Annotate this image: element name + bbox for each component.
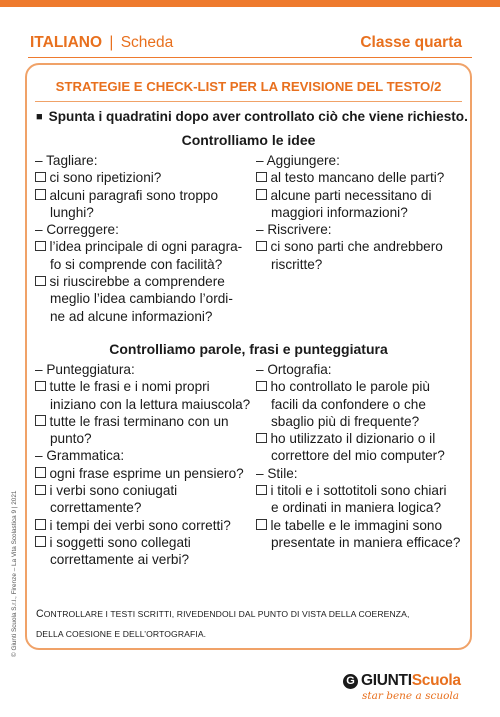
- item-text: i tempi dei verbi sono corretti?: [49, 517, 231, 533]
- group-heading: [35, 361, 250, 378]
- item-line: [35, 482, 250, 499]
- logo-tagline: star bene a scuola: [362, 690, 460, 702]
- instruction-text: Spunta i quadratini dopo aver controllato ciò che viene richiesto.: [48, 109, 468, 124]
- item-line: [35, 238, 242, 255]
- ideas-right-column: [256, 152, 444, 273]
- item-line: [35, 517, 250, 534]
- checklist-item[interactable]: [35, 482, 250, 517]
- checklist-item[interactable]: [35, 465, 250, 482]
- item-text: tutte le frasi e i nomi propri: [49, 379, 210, 395]
- item-text: presentate in maniera efficace?: [271, 534, 461, 550]
- item-text: sbaglio più di frequente?: [271, 413, 420, 429]
- summary-line-2: DELLA COESIONE E DELL’ORTOGRAFIA.: [36, 629, 207, 639]
- item-line: [256, 447, 460, 464]
- item-line: [35, 447, 250, 464]
- item-line: [256, 465, 460, 482]
- checklist-item[interactable]: [256, 169, 444, 186]
- item-line: [256, 499, 460, 516]
- item-text: al testo mancano delle parti?: [270, 170, 445, 186]
- group-heading: [256, 465, 460, 482]
- header-separator: |: [109, 34, 114, 51]
- header-rule: [28, 57, 472, 58]
- item-line: [256, 221, 444, 238]
- card-title: STRATEGIE E CHECK-LIST PER LA REVISIONE DEL TESTO/2: [55, 79, 442, 94]
- item-text: alcune parti necessitano di: [270, 187, 432, 203]
- checkbox-icon[interactable]: [35, 519, 46, 530]
- ideas-left-column: [35, 152, 242, 325]
- item-text: ne ad alcune informazioni?: [50, 308, 213, 324]
- group-heading: [35, 221, 242, 238]
- checklist-item[interactable]: [35, 413, 250, 448]
- item-line: [256, 238, 444, 255]
- item-line: [35, 361, 250, 378]
- item-line: [35, 273, 242, 290]
- item-text: ogni frase esprime un pensiero?: [49, 465, 244, 481]
- bullet-icon: ■: [36, 111, 43, 123]
- item-line: [35, 169, 242, 186]
- item-text: i verbi sono coniugati: [49, 483, 178, 499]
- checklist-item[interactable]: [35, 238, 242, 273]
- checklist-item[interactable]: [256, 187, 444, 222]
- checklist-item[interactable]: [35, 534, 250, 569]
- logo-brand-accent: Scuola: [411, 672, 461, 689]
- checkbox-icon[interactable]: [35, 485, 46, 496]
- item-line: [256, 517, 460, 534]
- copyright-note: © Giunti Scuola S.r.l., Firenze – La Vita Scolastica 9 | 2021: [11, 490, 18, 657]
- item-text: i titoli e i sottotitoli sono chiari: [270, 483, 447, 499]
- item-line: [35, 499, 250, 516]
- checklist-item[interactable]: [35, 378, 250, 413]
- section-title-ideas: Controlliamo le idee: [181, 132, 316, 148]
- item-text: si riuscirebbe a comprendere: [49, 274, 225, 290]
- item-text: alcuni paragrafi sono troppo: [49, 187, 219, 203]
- item-line: [35, 413, 250, 430]
- item-line: [35, 534, 250, 551]
- item-text: maggiori informazioni?: [271, 204, 408, 220]
- instruction: [36, 109, 468, 124]
- item-text: correttore del mio computer?: [271, 448, 445, 464]
- item-text: punto?: [50, 431, 92, 447]
- item-line: [256, 534, 460, 551]
- item-text: – Correggere:: [35, 222, 119, 238]
- item-line: [256, 430, 460, 447]
- checklist-item[interactable]: [256, 238, 444, 273]
- checklist-item[interactable]: [256, 482, 460, 517]
- item-line: [256, 152, 444, 169]
- item-line: [35, 551, 250, 568]
- item-text: meglio l’idea cambiando l’ordi-: [50, 291, 233, 307]
- words-right-column: [256, 361, 460, 551]
- item-line: [35, 396, 250, 413]
- checklist-item[interactable]: [35, 169, 242, 186]
- item-line: [256, 396, 460, 413]
- summary-text: [36, 604, 409, 644]
- item-text: ci sono parti che andrebbero: [270, 239, 443, 255]
- summary-line-1: ONTROLLARE I TESTI SCRITTI, RIVEDENDOLI DAL PUNTO DI VISTA DELLA COERENZA,: [43, 609, 410, 619]
- group-heading: [35, 447, 250, 464]
- item-text: ho controllato le parole più: [270, 379, 430, 395]
- item-line: [35, 308, 242, 325]
- item-text: fo si comprende con facilità?: [50, 256, 223, 272]
- checkbox-icon[interactable]: [35, 276, 46, 287]
- item-text: – Grammatica:: [35, 448, 125, 464]
- checkbox-icon[interactable]: [35, 467, 46, 478]
- item-line: [35, 152, 242, 169]
- item-text: – Riscrivere:: [256, 222, 332, 238]
- item-text: correttamente ai verbi?: [50, 552, 190, 568]
- checkbox-icon[interactable]: [256, 433, 267, 444]
- item-line: [35, 187, 242, 204]
- checkbox-icon[interactable]: [256, 172, 267, 183]
- giunti-scuola-logo: [343, 671, 463, 705]
- item-line: [35, 221, 242, 238]
- checklist-item[interactable]: [256, 517, 460, 552]
- checkbox-icon[interactable]: [256, 381, 267, 392]
- item-line: [256, 378, 460, 395]
- item-text: – Punteggiatura:: [35, 362, 135, 377]
- item-line: [35, 378, 250, 395]
- logo-brand: GIUNTI: [361, 672, 412, 689]
- checkbox-icon[interactable]: [256, 485, 267, 496]
- checkbox-icon[interactable]: [35, 189, 46, 200]
- item-text: tutte le frasi terminano con un: [49, 413, 229, 429]
- item-text: iniziano con la lettura maiuscola?: [50, 396, 251, 412]
- item-text: i soggetti sono collegati: [49, 534, 191, 550]
- item-text: – Tagliare:: [35, 153, 98, 168]
- checkbox-icon[interactable]: [256, 241, 267, 252]
- section-title-words: Controlliamo parole, frasi e punteggiatura: [109, 341, 388, 357]
- grade-label: Classe quarta: [360, 34, 462, 51]
- checklist-item[interactable]: [35, 273, 242, 325]
- item-line: [256, 169, 444, 186]
- words-left-column: [35, 361, 250, 569]
- item-line: [35, 465, 250, 482]
- logo-mark-icon: G: [343, 674, 358, 689]
- item-line: [256, 256, 444, 273]
- checklist-item[interactable]: [35, 187, 242, 222]
- checkbox-icon[interactable]: [35, 415, 46, 426]
- subject-label: ITALIANO: [30, 34, 103, 51]
- item-text: correttamente?: [50, 500, 142, 516]
- item-text: – Stile:: [256, 465, 298, 481]
- logo-wordmark: [361, 672, 461, 690]
- item-text: le tabelle e le immagini sono: [270, 517, 443, 533]
- item-line: [256, 187, 444, 204]
- group-heading: [256, 152, 444, 169]
- item-text: facili da confondere o che: [271, 396, 426, 412]
- checkbox-icon[interactable]: [35, 536, 46, 547]
- item-text: ho utilizzato il dizionario o il: [270, 431, 436, 447]
- item-line: [256, 413, 460, 430]
- item-text: e ordinati in maniera logica?: [271, 500, 442, 516]
- checklist-item[interactable]: [256, 430, 460, 465]
- item-line: [35, 290, 242, 307]
- checkbox-icon[interactable]: [256, 189, 267, 200]
- item-line: [35, 204, 242, 221]
- group-heading: [256, 221, 444, 238]
- title-rule: [35, 101, 462, 102]
- summary-cap: C: [36, 608, 44, 620]
- checklist-item[interactable]: [256, 378, 460, 430]
- checkbox-icon[interactable]: [35, 172, 46, 183]
- item-text: – Ortografia:: [256, 362, 332, 377]
- item-text: lunghi?: [50, 204, 94, 220]
- item-text: riscritte?: [271, 256, 323, 272]
- checkbox-icon[interactable]: [35, 241, 46, 252]
- item-line: [35, 430, 250, 447]
- item-text: l’idea principale di ogni paragra-: [49, 239, 243, 255]
- item-text: – Aggiungere:: [256, 153, 340, 168]
- checkbox-icon[interactable]: [256, 519, 267, 530]
- checklist-item[interactable]: [35, 517, 250, 534]
- sheet-type-label: Scheda: [120, 34, 174, 51]
- top-accent-bar: [0, 0, 500, 7]
- group-heading: [35, 152, 242, 169]
- item-line: [35, 256, 242, 273]
- page-header: [30, 34, 470, 54]
- item-text: ci sono ripetizioni?: [49, 170, 162, 186]
- group-heading: [256, 361, 460, 378]
- checkbox-icon[interactable]: [35, 381, 46, 392]
- item-line: [256, 361, 460, 378]
- item-line: [256, 204, 444, 221]
- item-line: [256, 482, 460, 499]
